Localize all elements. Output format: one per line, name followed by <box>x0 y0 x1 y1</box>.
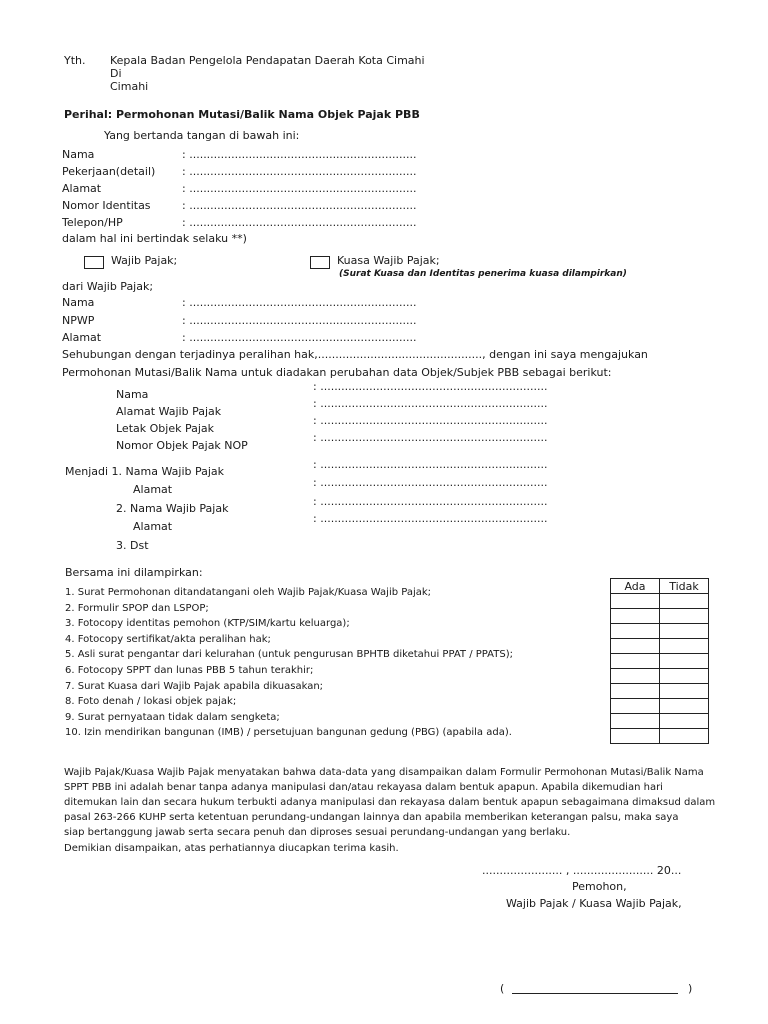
statement-line: Wajib Pajak/Kuasa Wajib Pajak menyatakan bahwa data-data yang disampaikan dalam Formulir Permohonan Mutasi/Balik Nama <box>64 767 704 778</box>
closing-text: Demikian disampaikan, atas perhatiannya diucapkan terima kasih. <box>64 843 399 854</box>
signature-open-paren: ( <box>500 982 505 995</box>
object-value-letak[interactable]: : ................................................................. <box>313 414 548 427</box>
attachment-item: 6. Fotocopy SPPT dan lunas PBB 5 tahun terakhir; <box>65 665 314 676</box>
table-row <box>611 699 709 714</box>
recipient-line-2: Di <box>110 67 122 80</box>
attachment-item: 1. Surat Permohonan ditandatangani oleh Wajib Pajak/Kuasa Wajib Pajak; <box>65 587 432 598</box>
place-date[interactable]: ....................... , ....................... 20... <box>482 864 682 877</box>
intro-text: Yang bertanda tangan di bawah ini: <box>104 129 300 142</box>
tidak-cell[interactable] <box>660 624 709 639</box>
field-label-pekerjaan: Pekerjaan(detail) <box>62 165 156 178</box>
becomes-dots-3[interactable]: : ................................................................. <box>313 495 548 508</box>
becomes-item-2: 2. Nama Wajib Pajak <box>116 502 229 515</box>
attachment-item: 5. Asli surat pengantar dari kelurahan (untuk pengurusan BPHTB diketahui PPAT / PPATS); <box>65 649 513 660</box>
taxpayer-value-npwp[interactable]: : ................................................................. <box>182 314 417 327</box>
recipient-line-3: Cimahi <box>110 80 149 93</box>
field-value-pekerjaan[interactable]: : ................................................................. <box>182 165 417 178</box>
field-label-nomor-identitas: Nomor Identitas <box>62 199 151 212</box>
statement-line: siap bertanggung jawab serta secara penuh dan diproses sesuai perundang-undangan yang berlaku. <box>64 827 571 838</box>
table-row <box>611 654 709 669</box>
kuasa-note: (Surat Kuasa dan Identitas penerima kuasa dilampirkan) <box>339 269 627 279</box>
becomes-item-1-address: Alamat <box>133 483 173 496</box>
subject-line: Perihal: Permohonan Mutasi/Balik Nama Objek Pajak PBB <box>64 108 420 121</box>
yth-label: Yth. <box>64 54 86 67</box>
field-label-nama: Nama <box>62 148 95 161</box>
tidak-cell[interactable] <box>660 684 709 699</box>
taxpayer-label-nama: Nama <box>62 296 95 309</box>
transfer-line-2: Permohonan Mutasi/Balik Nama untuk diadakan perubahan data Objek/Subjek PBB sebagai berikut: <box>62 366 612 379</box>
object-label-letak: Letak Objek Pajak <box>116 422 215 435</box>
acting-as-text: dalam hal ini bertindak selaku **) <box>62 232 247 245</box>
taxpayer-value-nama[interactable]: : ................................................................. <box>182 296 417 309</box>
attachments-title: Bersama ini dilampirkan: <box>65 566 203 579</box>
statement-line: SPPT PBB ini adalah benar tanpa adanya manipulasi dan/atau rekayasa dalam bentuk apapun. Apabila dikemudian hari <box>64 782 663 793</box>
object-label-nop: Nomor Objek Pajak NOP <box>116 439 248 452</box>
column-header-ada: Ada <box>611 579 660 594</box>
ada-cell[interactable] <box>611 714 660 729</box>
attachment-item: 7. Surat Kuasa dari Wajib Pajak apabila dikuasakan; <box>65 681 324 692</box>
wajib-pajak-checkbox[interactable] <box>84 256 104 269</box>
object-value-nop[interactable]: : ................................................................. <box>313 431 548 444</box>
tidak-cell[interactable] <box>660 639 709 654</box>
ada-cell[interactable] <box>611 654 660 669</box>
attachment-item: 10. Izin mendirikan bangunan (IMB) / persetujuan bangunan gedung (PBG) (apabila ada). <box>65 727 512 738</box>
statement-line: ditemukan lain dan secara hukum terbukti adanya manipulasi dan rekayasa dalam bentuk apapun sebagaimana dimaksud dalam <box>64 797 716 808</box>
field-value-alamat[interactable]: : ................................................................. <box>182 182 417 195</box>
attachment-item: 9. Surat pernyataan tidak dalam sengketa; <box>65 712 280 723</box>
object-value-nama[interactable]: : ................................................................. <box>313 380 548 393</box>
signature-close-paren: ) <box>688 982 693 995</box>
table-row <box>611 594 709 609</box>
table-row <box>611 669 709 684</box>
object-value-alamat[interactable]: : ................................................................. <box>313 397 548 410</box>
tidak-cell[interactable] <box>660 699 709 714</box>
attachment-item: 2. Formulir SPOP dan LSPOP; <box>65 603 209 614</box>
table-row <box>611 609 709 624</box>
field-value-telepon[interactable]: : ................................................................. <box>182 216 417 229</box>
attachment-item: 3. Fotocopy identitas pemohon (KTP/SIM/kartu keluarga); <box>65 618 350 629</box>
table-row <box>611 714 709 729</box>
field-value-nomor-identitas[interactable]: : ................................................................. <box>182 199 417 212</box>
table-row <box>611 624 709 639</box>
table-row <box>611 684 709 699</box>
statement-line: pasal 263-266 KUHP serta ketentuan perundang-undangan lainnya dan apabila memberikan keterangan palsu, maka saya <box>64 812 679 823</box>
tidak-cell[interactable] <box>660 729 709 744</box>
kuasa-label: Kuasa Wajib Pajak; <box>337 254 440 267</box>
attachment-item: 8. Foto denah / lokasi objek pajak; <box>65 696 237 707</box>
tidak-cell[interactable] <box>660 594 709 609</box>
object-label-alamat: Alamat Wajib Pajak <box>116 405 222 418</box>
becomes-item-1: Menjadi 1. Nama Wajib Pajak <box>65 465 225 478</box>
taxpayer-value-alamat[interactable]: : ................................................................. <box>182 331 417 344</box>
ada-cell[interactable] <box>611 699 660 714</box>
tidak-cell[interactable] <box>660 654 709 669</box>
recipient-line-1: Kepala Badan Pengelola Pendapatan Daerah Kota Cimahi <box>110 54 425 67</box>
transfer-line-1: Sehubungan dengan terjadinya peralihan hak,..............................................., dengan ini saya mengajukan <box>62 348 648 361</box>
ada-cell[interactable] <box>611 639 660 654</box>
tidak-cell[interactable] <box>660 714 709 729</box>
becomes-item-2-address: Alamat <box>133 520 173 533</box>
wajib-pajak-label: Wajib Pajak; <box>111 254 178 267</box>
ada-cell[interactable] <box>611 729 660 744</box>
taxpayer-label-alamat: Alamat <box>62 331 102 344</box>
becomes-item-3: 3. Dst <box>116 539 149 552</box>
tidak-cell[interactable] <box>660 669 709 684</box>
ada-cell[interactable] <box>611 684 660 699</box>
field-label-telepon: Telepon/HP <box>62 216 123 229</box>
from-taxpayer-text: dari Wajib Pajak; <box>62 280 154 293</box>
becomes-dots-4[interactable]: : ................................................................. <box>313 512 548 525</box>
table-row <box>611 729 709 744</box>
taxpayer-label-npwp: NPWP <box>62 314 95 327</box>
ada-cell[interactable] <box>611 609 660 624</box>
signature-line[interactable] <box>512 993 678 994</box>
kuasa-checkbox[interactable] <box>310 256 330 269</box>
ada-cell[interactable] <box>611 624 660 639</box>
field-label-alamat: Alamat <box>62 182 102 195</box>
becomes-dots-1[interactable]: : ................................................................. <box>313 458 548 471</box>
tidak-cell[interactable] <box>660 609 709 624</box>
ada-cell[interactable] <box>611 669 660 684</box>
field-value-nama[interactable]: : ................................................................. <box>182 148 417 161</box>
attachments-checklist-table <box>610 578 709 744</box>
becomes-dots-2[interactable]: : ................................................................. <box>313 476 548 489</box>
ada-cell[interactable] <box>611 594 660 609</box>
role-label: Wajib Pajak / Kuasa Wajib Pajak, <box>506 897 682 910</box>
column-header-tidak: Tidak <box>660 579 709 594</box>
object-label-nama: Nama <box>116 388 149 401</box>
table-row <box>611 639 709 654</box>
attachment-item: 4. Fotocopy sertifikat/akta peralihan hak; <box>65 634 271 645</box>
applicant-label: Pemohon, <box>572 880 627 893</box>
